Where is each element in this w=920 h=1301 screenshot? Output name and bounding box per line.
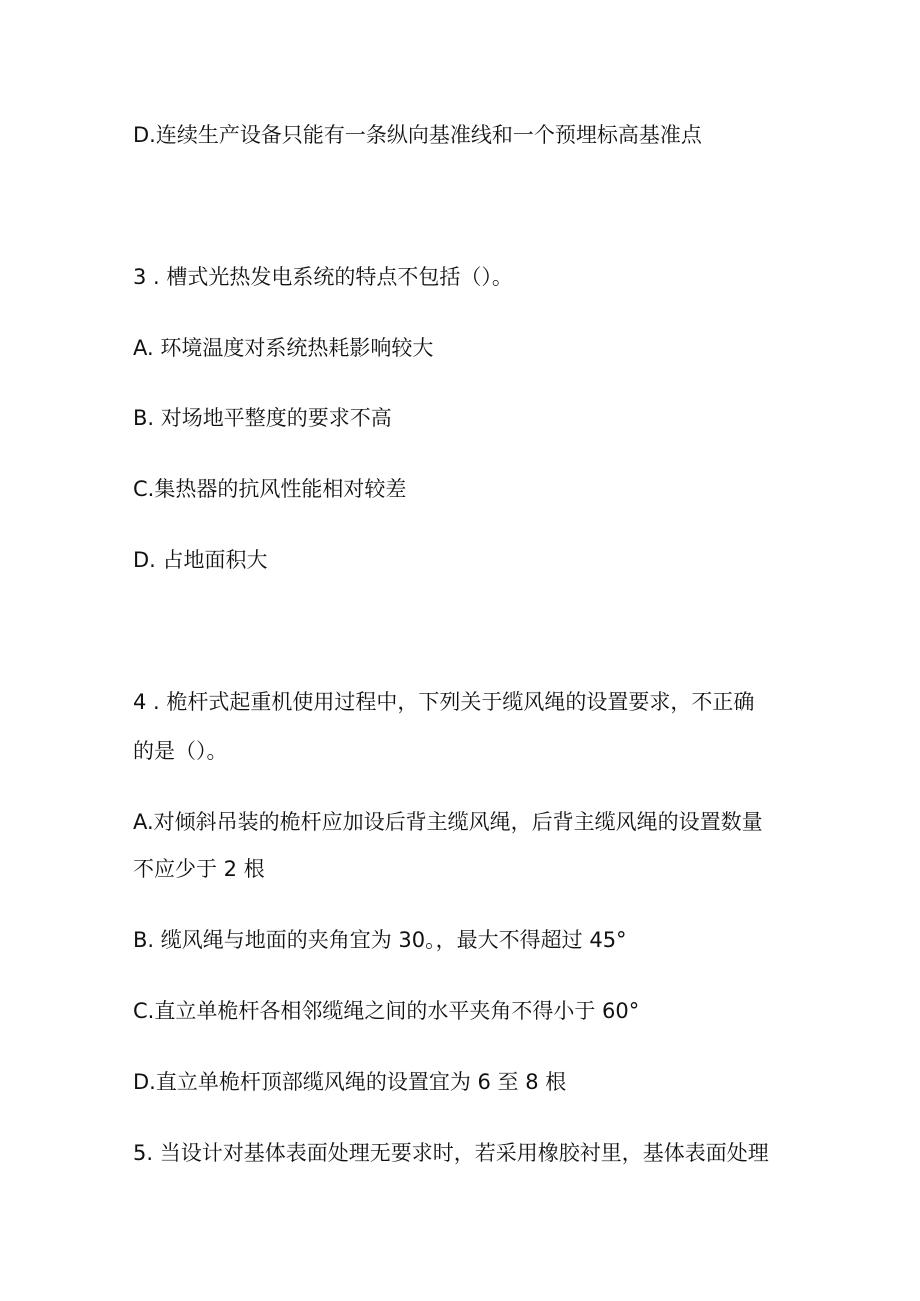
q2-option-d: D.连续生产设备只能有一条纵向基准线和一个预埋标高基准点 bbox=[133, 123, 702, 147]
q4-option-d: D.直立单桅杆顶部缆风绳的设置宜为 6 至 8 根 bbox=[133, 1070, 567, 1094]
q4-question-line-2: 的是（）。 bbox=[133, 739, 228, 763]
q4-option-a-line-2: 不应少于 2 根 bbox=[133, 857, 265, 881]
q3-question: 3 . 槽式光热发电系统的特点不包括（）。 bbox=[133, 265, 513, 289]
q4-option-c: C.直立单桅杆各相邻缆绳之间的水平夹角不得小于 60° bbox=[133, 999, 640, 1023]
q4-question-line-1: 4 . 桅杆式起重机使用过程中，下列关于缆风绳的设置要求，不正确 bbox=[133, 690, 755, 714]
q3-option-a: A. 环境温度对系统热耗影响较大 bbox=[133, 336, 434, 360]
q3-option-d: D. 占地面积大 bbox=[133, 548, 268, 572]
q3-option-b: B. 对场地平整度的要求不高 bbox=[133, 406, 392, 430]
q3-option-c: C.集热器的抗风性能相对较差 bbox=[133, 477, 407, 501]
q4-option-b: B. 缆风绳与地面的夹角宜为 30。，最大不得超过 45° bbox=[133, 928, 627, 952]
q4-option-a-line-1: A.对倾斜吊装的桅杆应加设后背主缆风绳，后背主缆风绳的设置数量 bbox=[133, 810, 763, 834]
q5-question-line-1: 5. 当设计对基体表面处理无要求时，若采用橡胶衬里，基体表面处理 bbox=[133, 1141, 769, 1165]
